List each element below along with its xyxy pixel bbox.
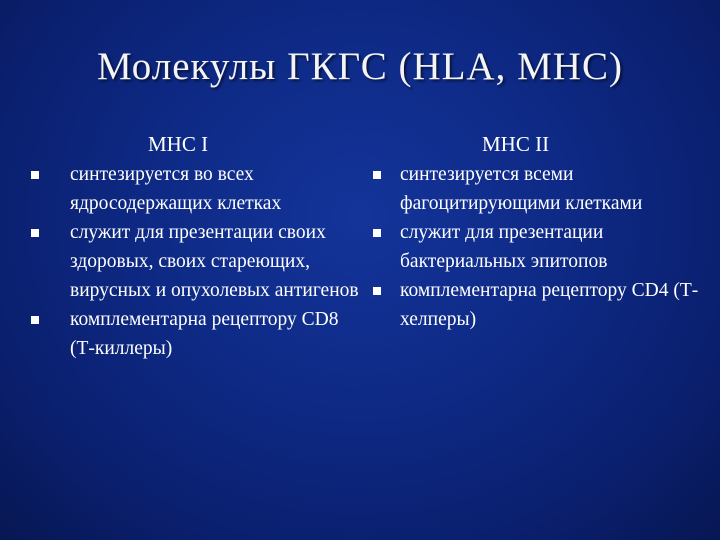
list-item-text: комплементарна рецептору CD4 (Т-хелперы) xyxy=(400,280,699,330)
square-bullet-icon xyxy=(31,171,39,179)
mhc-i-list xyxy=(30,160,360,363)
list-item xyxy=(30,305,360,363)
list-item xyxy=(372,218,707,276)
list-item-text: синтезируется во всех ядросодержащих клетках xyxy=(70,164,282,214)
square-bullet-icon xyxy=(31,229,39,237)
mhc-ii-column xyxy=(372,132,707,334)
mhc-ii-list xyxy=(372,160,707,334)
mhc-ii-heading: MHC II xyxy=(482,132,550,156)
list-item-text: синтезируется всеми фагоцитирующими клетками xyxy=(400,164,643,214)
list-item-text: служит для презентации бактериальных эпитопов xyxy=(400,222,608,272)
list-item xyxy=(372,276,707,334)
square-bullet-icon xyxy=(373,171,381,179)
list-item xyxy=(372,160,707,218)
square-bullet-icon xyxy=(373,287,381,295)
list-item xyxy=(30,218,360,305)
square-bullet-icon xyxy=(31,316,39,324)
slide-title: Молекулы ГКГС (HLA, MHC) xyxy=(97,45,623,88)
list-item xyxy=(30,160,360,218)
square-bullet-icon xyxy=(373,229,381,237)
list-item-text: служит для презентации своих здоровых, своих стареющих, вирусных и опухолевых антигенов xyxy=(70,222,359,301)
list-item-text: комплементарна рецептору CD8 (Т-киллеры) xyxy=(70,309,339,359)
mhc-i-column xyxy=(30,132,360,363)
mhc-i-heading: MHC I xyxy=(148,132,209,156)
